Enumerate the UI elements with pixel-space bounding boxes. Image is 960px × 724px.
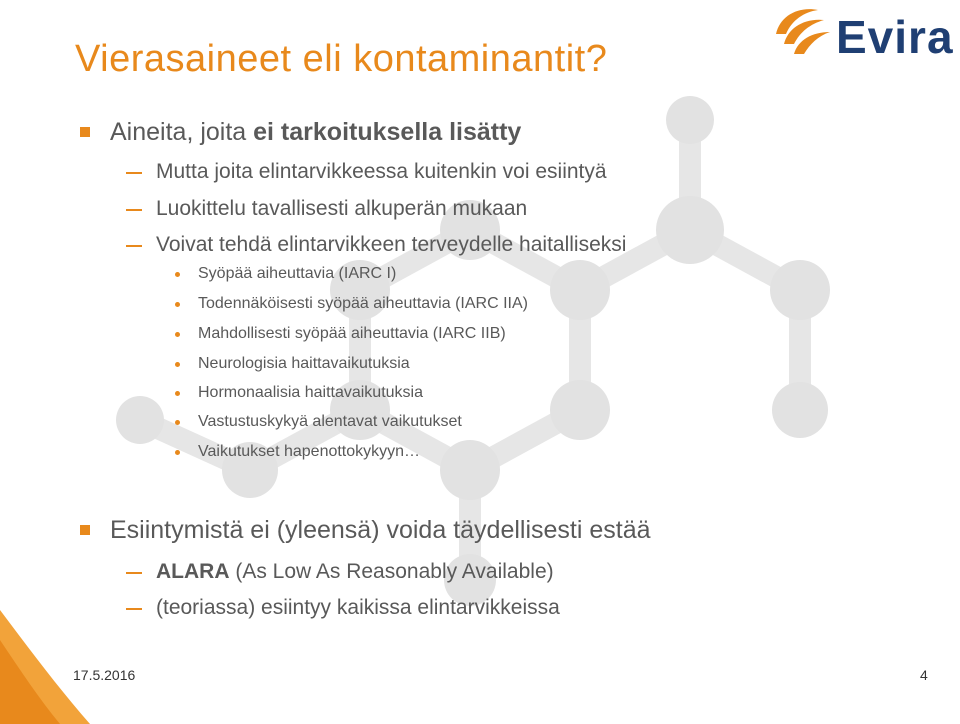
footer-date: 17.5.2016 — [73, 667, 136, 683]
bullet-text — [110, 118, 521, 147]
bullet-text-plain: Aineita, joita — [110, 118, 254, 146]
dash-bullet-icon — [126, 172, 142, 174]
sub-sub-bullet-text: Hormonaalisia haittavaikutuksia — [198, 384, 423, 401]
alara-rest-text: (As Low As Reasonably Available) — [229, 560, 554, 583]
slide-title: Vierasaineet eli kontaminantit? — [75, 38, 608, 80]
sub-bullet-text: (teoriassa) esiintyy kaikissa elintarvikkeissa — [156, 596, 560, 619]
sub-bullet-text — [156, 560, 554, 584]
alara-bold-text: ALARA — [156, 560, 230, 583]
dot-bullet-icon — [175, 362, 180, 367]
sub-bullet-text: Luokittelu tavallisesti alkuperän mukaan — [156, 197, 528, 220]
evira-logo — [770, 4, 955, 66]
sub-sub-bullet-text: Todennäköisesti syöpää aiheuttavia (IARC IIA) — [198, 295, 528, 312]
dash-bullet-icon — [126, 209, 142, 211]
dot-bullet-icon — [175, 272, 180, 277]
dot-bullet-icon — [175, 450, 180, 455]
sub-bullet-text: Mutta joita elintarvikkeessa kuitenkin voi esiintyä — [156, 160, 607, 183]
dash-bullet-icon — [126, 245, 142, 247]
square-bullet-icon — [80, 525, 90, 535]
dot-bullet-icon — [175, 420, 180, 425]
footer-page-number: 4 — [920, 667, 928, 683]
square-bullet-icon — [80, 127, 90, 137]
bullet-text: Esiintymistä ei (yleensä) voida täydellisesti estää — [110, 516, 651, 544]
sub-bullet-text: Voivat tehdä elintarvikkeen terveydelle haitalliseksi — [156, 233, 627, 256]
evira-logo-mark-icon — [770, 4, 840, 66]
dash-bullet-icon — [126, 608, 142, 610]
bullet-text-bold: ei tarkoituksella lisätty — [253, 118, 522, 146]
sub-sub-bullet-text: Neurologisia haittavaikutuksia — [198, 355, 410, 372]
sub-sub-bullet-text: Syöpää aiheuttavia (IARC I) — [198, 265, 397, 282]
evira-logo-text: Evira — [836, 11, 954, 63]
dash-bullet-icon — [126, 572, 142, 574]
dot-bullet-icon — [175, 391, 180, 396]
dot-bullet-icon — [175, 302, 180, 307]
sub-sub-bullet-text: Vastustuskykyä alentavat vaikutukset — [198, 413, 462, 430]
sub-sub-bullet-text: Mahdollisesti syöpää aiheuttavia (IARC IIB) — [198, 325, 506, 342]
sub-sub-bullet-text: Vaikutukset hapenottokykyyn… — [198, 443, 421, 460]
dot-bullet-icon — [175, 332, 180, 337]
